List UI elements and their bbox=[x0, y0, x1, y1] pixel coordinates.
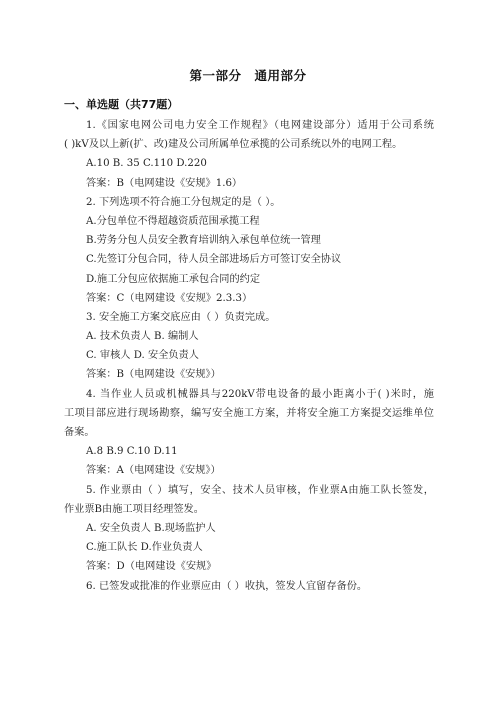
text-line: B.劳务分包人员安全教育培训纳入承包单位统一管理 bbox=[86, 235, 321, 247]
text-line: C. 审核人 D. 安全负责人 bbox=[86, 350, 199, 362]
text-line: 工项目部应进行现场勘察，编写安全施工方案，并将安全施工方案提交运维单位 bbox=[64, 407, 434, 419]
text-line: 答案：D（电网建设《安规》 bbox=[86, 561, 217, 573]
text-line: A.分包单位不得超越资质范围承揽工程 bbox=[86, 215, 260, 227]
text-line: D.施工分包应依据施工承包合同的约定 bbox=[86, 273, 261, 285]
text-line: 2. 下列选项不符合施工分包规定的是（ ）。 bbox=[86, 196, 281, 208]
text-line: 答案：C（电网建设《安规》2.3.3） bbox=[86, 292, 253, 304]
text-line: 1.《国家电网公司电力安全工作规程》（电网建设部分）适用于公司系统 bbox=[86, 120, 434, 131]
text-line: ( )kV及以上新(扩、改)建及公司所属单位承揽的公司系统以外的电网工程。 bbox=[64, 139, 403, 151]
section-heading: 一、单选题（共77题） bbox=[64, 98, 179, 111]
text-line: A.10 B. 35 C.110 D.220 bbox=[86, 158, 207, 170]
question-body bbox=[64, 116, 434, 596]
text-line: 答案：A（电网建设《安规》） bbox=[86, 465, 221, 477]
text-line: A.8 B.9 C.10 D.11 bbox=[86, 446, 178, 458]
text-line: 5. 作业票由（ ）填写，安全、技术人员审核，作业票A由施工队长签发， bbox=[86, 484, 434, 496]
page-title: 第一部分 通用部分 bbox=[189, 68, 307, 83]
text-line: 答案：B（电网建设《安规》1.6） bbox=[86, 177, 243, 189]
text-line: C.先签订分包合同，待人员全部进场后方可签订安全协议 bbox=[86, 254, 342, 266]
text-line: 作业票B由施工项目经理签发。 bbox=[64, 503, 204, 515]
text-line: 答案：B（电网建设《安规》） bbox=[86, 369, 221, 381]
text-line: 备案。 bbox=[64, 427, 95, 438]
text-line: 4. 当作业人员或机械器具与220kV带电设备的最小距离小于( )米时，施 bbox=[86, 388, 434, 400]
text-line: A. 安全负责人 B.现场监护人 bbox=[86, 522, 216, 534]
text-line: 6. 已签发或批准的作业票应由（ ）收执，签发人宜留存备份。 bbox=[86, 580, 368, 592]
text-line: 3. 安全施工方案交底应由（ ）负责完成。 bbox=[86, 311, 276, 323]
text-line: A. 技术负责人 B. 编制人 bbox=[86, 331, 199, 343]
text-line: C.施工队长 D.作业负责人 bbox=[86, 542, 203, 554]
